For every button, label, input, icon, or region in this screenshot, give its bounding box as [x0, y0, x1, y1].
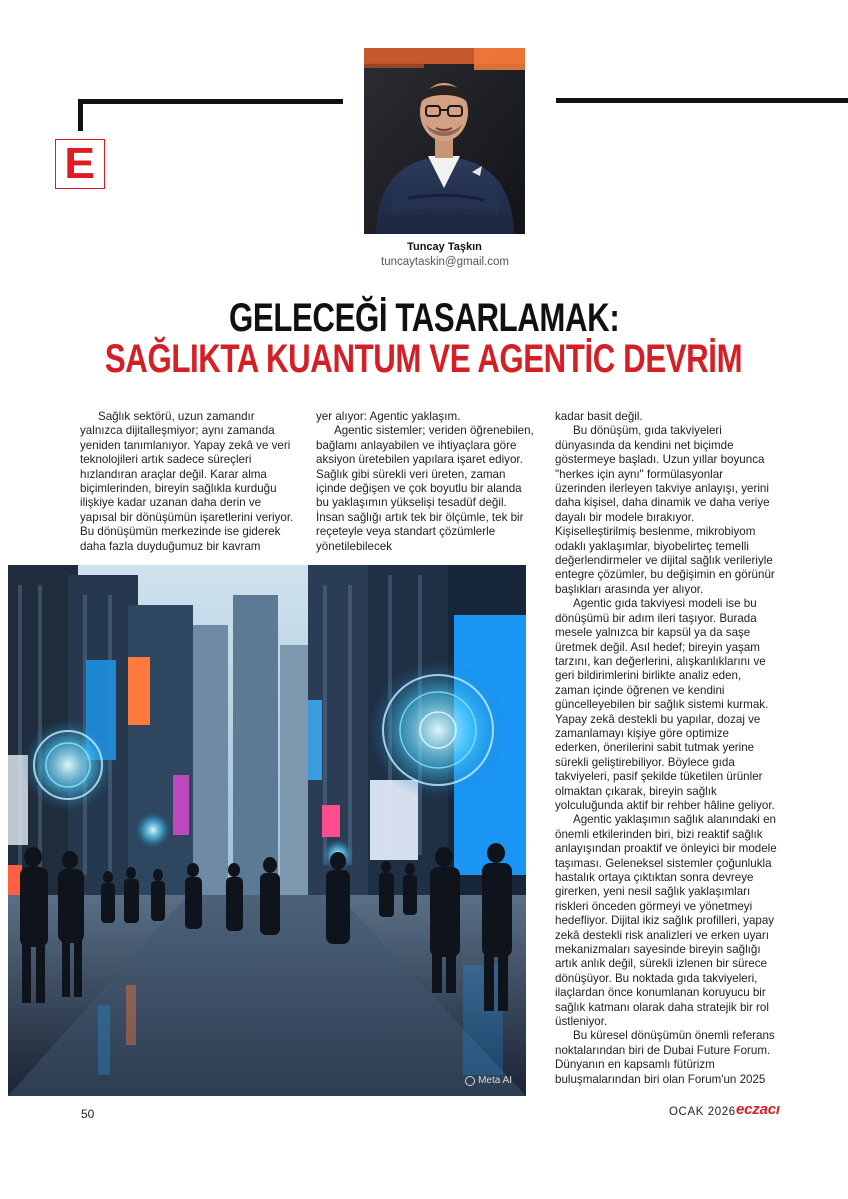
article-column-2 [316, 410, 536, 554]
meta-ai-icon [465, 1076, 475, 1086]
magazine-logo: eczacı [736, 1101, 780, 1118]
paragraph: Agentic sistemler; veriden öğrenebilen, bağlamı anlayabilen ve ihtiyaçlara göre aksiyon üretebilen yapılara işaret ediyor. Sağlık gibi sürekli veri üreten, zaman içinde değişen ve çok boyutlu bir alanda bu yaklaşımın yükselişi tesadüf değil. İnsan sağlığı artık tek bir ölçümle, tek bir reçeteyle veya standart çözümlerle yönetilebilecek [316, 424, 534, 553]
image-credit-text: Meta AI [478, 1075, 512, 1086]
top-left-rule [78, 99, 343, 104]
page-number: 50 [81, 1107, 95, 1121]
paragraph: kadar basit değil. [555, 410, 643, 423]
headline-line-2-text: SAĞLIKTA KUANTUM VE AGENTİC DEVRİM [105, 337, 743, 381]
paragraph: Agentic yaklaşımın sağlık alanındaki en önemli etkilerinden biri, bizi reaktif sağlık anlayışından proaktif ve önleyici bir modele taşıması. Geleneksel sistemler çoğunlukla hastalık ortaya çıktıktan sonra devreye girerken, yeni nesil sağlık yaklaşımları riskleri önceden görmeyi ve yönetmeyi hedefliyor. Dijital ikiz sağlık profilleri, yapay zekâ destekli risk analizleri ve erken uyarı mekanizmaları sayesinde bireyin sağlığı artık anlık değil, sürekli izlenen bir sürece dönüşüyor. Bu noktada gıda takviyeleri, ilaçlardan önce konumlanan koruyucu bir sağlık katmanı olarak daha stratejik bir rol üstleniyor. [555, 813, 777, 1029]
section-badge [55, 139, 105, 189]
issue-date: OCAK 2026 [669, 1106, 736, 1118]
author-email: tuncaytaskin@gmail.com [381, 256, 509, 268]
author-name: Tuncay Taşkın [407, 241, 482, 253]
image-credit [465, 1075, 512, 1086]
paragraph: yer alıyor: Agentic yaklaşım. [316, 410, 461, 423]
headline-line-1 [0, 296, 848, 341]
headline-line-2 [0, 337, 848, 382]
author-photo [364, 48, 525, 234]
article-column-1 [80, 410, 298, 554]
section-badge-letter: E [64, 139, 96, 188]
hero-image [8, 565, 526, 1096]
article-column-3 [555, 410, 777, 1087]
left-vertical-rule [78, 99, 83, 131]
paragraph: Bu dönüşüm, gıda takviyeleri dünyasında da kendini net biçimde göstermeye başladı. Uzun yıllar boyunca "herkes için aynı" formülasyonlar üzerinden ilerleyen takviye anlayışı, yerini daha kişisel, daha dinamik ve daha veriye dayalı bir modele bırakıyor. Kişiselleştirilmiş beslenme, mikrobiyom odaklı yaklaşımlar, biyobelirteç temelli değerlendirmeler ve dijital sağlık verileriyle entegre çözümler, bu değişimin en görünür başlıkları arasında yer alıyor. [555, 424, 775, 596]
top-right-rule [556, 98, 848, 103]
author-portrait-illustration [364, 48, 525, 234]
paragraph: Agentic gıda takviyesi modeli ise bu dönüşümü bir adım ileri taşıyor. Burada mesele yalnızca bir kapsül ya da saşe üretmek değil. Asıl hedef; bireyin yaşam tarzını, kan değerlerini, alışkanlıklarını ve geri bildirimlerini birlikte analiz eden, zaman içinde öğrenen ve kendini güncelleyebilen bir sağlık sistemi kurmak. Yapay zekâ destekli bu yapılar, dozaj ve zamanlamayı kişiye göre optimize ederken, önerilerini sabit tutmak yerine sürekli geliştirebiliyor. Böylece gıda takviyeleri, pasif şekilde tüketilen ürünler olmaktan çıkarak, bireyin sağlık yolculuğunda aktif bir rehber hâline geliyor. [555, 597, 775, 812]
paragraph: Sağlık sektörü, uzun zamandır yalnızca dijitalleşmiyor; aynı zamanda yeniden tanımlanıyor. Yapay zekâ ve veri teknolojileri artık sadece süreçleri hızlandıran araçlar değil. Karar alma biçimlerinden, bireyin sağlıkla kurduğu ilişkiye kadar uzanan daha derin ve yapısal bir dönüşümün işaretlerini veriyor. Bu dönüşümün merkezinde ise giderek daha fazla duyduğumuz bir kavram [80, 410, 294, 553]
headline-line-1-text: GELECEĞİ TASARLAMAK: [228, 296, 620, 340]
futuristic-city-illustration [8, 565, 526, 1096]
paragraph: Bu küresel dönüşümün önemli referans noktalarından biri de Dubai Future Forum. Dünyanın en kapsamlı fütürizm buluşmalarından biri olan Forum'un 2025 [555, 1029, 775, 1086]
